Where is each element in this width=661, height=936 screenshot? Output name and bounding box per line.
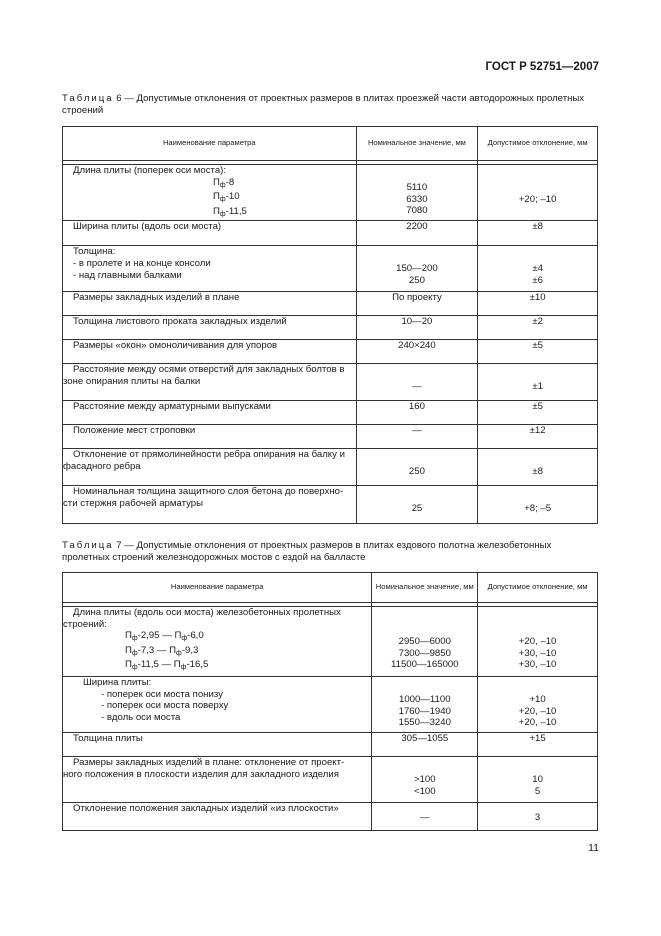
table7-caption-text: 7 — Допустимые отклонения от проектных размеров в плитах ездового полотна железобетонных пролетных строений железнодорожных мостов с ездой на балласте	[62, 540, 552, 563]
param-name: Толщина листового проката закладных изделий	[73, 316, 287, 328]
row-subitem: $П_ф-11,5$	[213, 205, 247, 218]
table6-row	[63, 449, 598, 486]
table6-header-nominal: Номинальное значение, мм	[356, 127, 478, 161]
deviation-value: 3	[478, 803, 598, 831]
row-subitem: - поперек оси моста поверху	[101, 700, 229, 712]
table6-row	[63, 165, 598, 221]
param-name: Отклонение от прямолинейности ребра опирания на балку и	[73, 449, 345, 461]
nominal-value: 250	[408, 274, 425, 286]
nominal-value: 7300—9850	[398, 647, 451, 659]
deviation-value: ±12	[478, 425, 598, 449]
nominal-value: 1760—1940	[398, 705, 451, 717]
deviation-value: ±1	[478, 364, 598, 401]
page-number: 11	[588, 842, 599, 854]
deviation-value: +8; –5	[478, 486, 598, 524]
param-name: Ширина плиты (вдоль оси моста)	[73, 221, 222, 233]
deviation-value: ±6	[532, 274, 543, 286]
nominal-value: —	[372, 803, 478, 831]
nominal-value: <100	[413, 785, 436, 797]
nominal-value: 150—200	[396, 263, 438, 275]
deviation-value: +30, –10	[518, 647, 557, 659]
table6-caption-word: Таблица	[62, 93, 114, 104]
table7-row	[63, 757, 598, 803]
nominal-value: 160	[356, 401, 478, 425]
table7-caption	[62, 540, 598, 564]
param-name: Размеры закладных изделий в плане: отклонение от проект-	[73, 757, 345, 768]
param-name: Размеры закладных изделий в плане	[73, 292, 240, 304]
nominal-value: 2950—6000	[398, 636, 451, 647]
param-name: Размеры «окон» омоноличивания для упоров	[73, 340, 278, 352]
deviation-value: +10	[529, 694, 546, 705]
deviation-value: +20, –10	[518, 717, 557, 729]
row-subitem: $П_ф-10$	[213, 191, 240, 204]
table6-row	[63, 425, 598, 449]
nominal-value: —	[356, 425, 478, 449]
row-subitem: - вдоль оси моста	[101, 711, 181, 723]
table6-row	[63, 246, 598, 292]
table-6	[62, 126, 598, 524]
param-name-cont: зоне опирания плиты на балки	[63, 375, 201, 387]
param-name-cont: сти стержня рабочей арматуры	[63, 497, 204, 509]
table7-caption-word: Таблица	[62, 540, 114, 551]
table-7	[62, 572, 598, 831]
table6-header-deviation: Допустимое отклонение, мм	[478, 127, 598, 161]
deviation-value: +30, –10	[518, 659, 557, 671]
table6-row	[63, 364, 598, 401]
param-name: Отклонение положения закладных изделий «из плоскости»	[73, 803, 339, 814]
nominal-value: 7080	[406, 205, 428, 217]
nominal-value: 250	[356, 449, 478, 486]
table7-header-name: Наименование параметра	[63, 573, 372, 603]
deviation-value: ±4	[532, 263, 543, 275]
nominal-value: 6330	[406, 193, 428, 205]
row-subitem: - в пролете и на конце консоли	[73, 257, 211, 269]
nominal-value: >100	[413, 774, 436, 785]
table6-header-row	[63, 127, 598, 161]
table6-caption	[62, 93, 598, 117]
deviation-value: ±8	[478, 449, 598, 486]
param-name: Расстояние между осями отверстий для закладных болтов в	[73, 364, 345, 376]
document-header: ГОСТ Р 52751—2007	[485, 61, 599, 73]
param-name-cont: ного положения в плоскости изделия для закладного изделия	[63, 768, 339, 780]
deviation-value: ±8	[478, 221, 598, 246]
row-subitem: - поперек оси моста понизу	[101, 688, 223, 700]
row-title: Длина плиты (поперек оси моста):	[73, 165, 227, 176]
row-title-cont: строений:	[63, 618, 107, 630]
table7-row	[63, 803, 598, 831]
deviation-value: ±10	[478, 292, 598, 316]
row-subitem: $П_ф-8$	[213, 176, 235, 189]
table6-caption-text: 6 — Допустимые отклонения от проектных размеров в плитах проезжей части автодорожных пролетных строений	[62, 93, 585, 116]
table7-row	[63, 607, 598, 677]
param-name: Расстояние между арматурными выпусками	[73, 401, 271, 413]
deviation-value: +15	[478, 733, 598, 757]
row-title: Ширина плиты:	[83, 677, 152, 688]
deviation-value: +20, –10	[518, 636, 557, 647]
nominal-value: —	[356, 364, 478, 401]
nominal-value: По проекту	[356, 292, 478, 316]
table6-row	[63, 401, 598, 425]
deviation-value: 10	[532, 774, 543, 785]
nominal-value: 11500—165000	[391, 659, 459, 671]
nominal-value: 10—20	[356, 316, 478, 340]
table7-header-row	[63, 573, 598, 603]
table6-row	[63, 292, 598, 316]
param-name: Толщина плиты	[73, 733, 143, 744]
deviation-value: ±5	[478, 340, 598, 364]
nominal-value: 1000—1100	[399, 694, 451, 705]
param-name: Номинальная толщина защитного слоя бетона до поверхно-	[73, 486, 344, 498]
table6-row	[63, 340, 598, 364]
table7-row	[63, 733, 598, 757]
table6-row	[63, 316, 598, 340]
row-subitem: - над главными балками	[73, 269, 182, 281]
table6-header-name: Наименование параметра	[63, 127, 357, 161]
row-title: Толщина:	[73, 246, 116, 258]
nominal-value: 240×240	[356, 340, 478, 364]
deviation-value: ±5	[478, 401, 598, 425]
row-subitem: $П_ф-7,3$ — $П_ф-9,3$	[125, 644, 199, 657]
param-name: Положение мест строповки	[73, 425, 196, 437]
table7-row	[63, 677, 598, 733]
deviation-value: +20; –10	[518, 194, 557, 205]
nominal-value: 2200	[356, 221, 478, 246]
row-title: Длина плиты (вдоль оси моста) железобетонных пролетных	[73, 607, 341, 618]
table7-header-nominal: Номинальное значение, мм	[372, 573, 478, 603]
row-subitem: $П_ф-2,95$ — $П_ф-6,0$	[125, 630, 204, 643]
deviation-value: ±2	[478, 316, 598, 340]
deviation-value: 5	[534, 785, 541, 797]
nominal-value: 1550—3240	[398, 717, 451, 729]
row-subitem: $П_ф-11,5$ — $П_ф-16,5$	[125, 659, 209, 672]
param-name-cont: фасадного ребра	[63, 460, 141, 472]
table6-row	[63, 221, 598, 246]
nominal-value: 305—1055	[372, 733, 478, 757]
table7-header-deviation: Допустимое отклонение, мм	[478, 573, 598, 603]
nominal-value: 5110	[406, 182, 428, 193]
deviation-value: +20, –10	[518, 705, 557, 717]
table6-row	[63, 486, 598, 524]
nominal-value: 25	[356, 486, 478, 524]
